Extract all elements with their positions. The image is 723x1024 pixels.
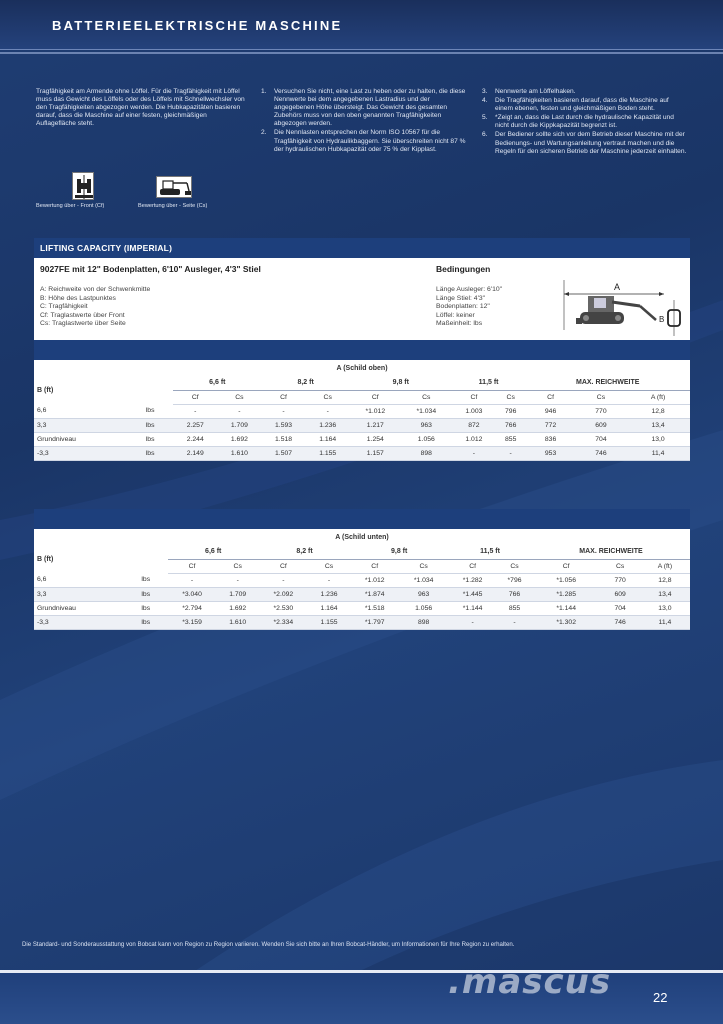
distance-header: 11,5 ft [448,545,532,559]
row-unit-cell: lbs [143,432,173,446]
front-rating-icon [72,172,94,200]
sub-header: Cs [217,559,259,573]
b-column-header: B (ft) [34,376,173,404]
value-cell: 746 [600,615,639,629]
value-cell: 898 [401,446,452,460]
value-cell: 1.610 [217,615,259,629]
distance-header: 8,2 ft [259,545,350,559]
header-divider [0,52,723,54]
footer-note: Die Standard- und Sonderausstattung von Bobcat kann von Region zu Region variieren. Wenden Sie sich bitte an Ihren Bobcat-Händler, um Informationen für Ihre Region zu erhalten. [22,941,515,948]
value-cell: 770 [600,573,639,587]
note-item [482,97,688,113]
rating-icons [36,172,246,212]
value-cell: *2.530 [259,601,308,615]
row-unit-cell: lbs [143,418,173,432]
note-item [261,129,469,153]
value-cell: 746 [576,446,626,460]
sub-header: Cf [525,390,575,404]
distance-header: 8,2 ft [261,376,349,390]
row-unit-cell: lbs [138,573,167,587]
value-cell: - [217,404,261,418]
side-rating-icon [156,176,192,198]
capacity-table-blade-up [34,360,690,461]
value-cell: 1.692 [217,601,259,615]
note-text: Die Nennlasten entsprechen der Norm ISO 10567 für die Tragfähigkeit von Hydraulikbaggern. Sie überschreiten nicht 87 % der hydraulischen Hubkapazität oder 75 % der Kipplast. [274,129,466,153]
conditions-list [436,286,502,329]
value-cell: 609 [600,587,639,601]
sub-header: Cs [576,390,626,404]
table-row [34,587,690,601]
spec-area [34,258,690,340]
b-column-header: B (ft) [34,545,168,573]
value-cell: 1.056 [401,432,452,446]
intro-column-1 [36,88,248,128]
machine-spec-title: 9027FE mit 12" Bodenplatten, 6'10" Ausleger, 4'3" Stiel [40,264,261,274]
sub-header: Cs [497,559,532,573]
value-cell: 1.157 [350,446,401,460]
value-cell: 963 [401,418,452,432]
watermark: .mascus [448,962,612,1002]
page-number: 22 [653,990,668,1005]
distance-header: MAX. REICHWEITE [532,545,690,559]
value-cell: 1.155 [306,446,350,460]
value-cell: 704 [600,601,639,615]
note-number: 2. [261,129,267,137]
value-cell: 12,8 [626,404,690,418]
table-row [34,432,690,446]
sub-header: Cs [308,559,350,573]
value-cell: 13,4 [640,587,690,601]
value-cell: 770 [576,404,626,418]
note-text: Der Bediener sollte sich vor dem Betrieb dieser Maschine mit der Bedienungs- und Wartungsanleitung vertraut machen und die Regeln für den sicheren Betrieb der Maschine jederzeit einhalten. [495,131,687,155]
value-cell: 766 [497,587,532,601]
value-cell: 609 [576,418,626,432]
distance-header: MAX. REICHWEITE [525,376,690,390]
note-number: 5. [482,114,488,122]
sub-header: Cf [448,559,497,573]
lifting-capacity-panel-blade-down [34,509,690,630]
value-cell: 2.244 [173,432,217,446]
definition: A: Reichweite von der Schwenkmitte [40,286,151,293]
sub-header: Cf [452,390,496,404]
table-row [34,601,690,615]
note-item [261,88,469,128]
row-height-cell: Grundniveau [34,432,143,446]
note-number: 4. [482,97,488,105]
sub-header: Cs [306,390,350,404]
distance-header: 11,5 ft [452,376,526,390]
dimension-a-label: A [614,282,621,292]
row-unit-cell: lbs [138,587,167,601]
value-cell: 2.257 [173,418,217,432]
front-rating-caption: Bewertung über - Front (Cf) [36,203,105,209]
row-height-cell: 6,6 [34,573,138,587]
value-cell: *1.144 [532,601,600,615]
row-unit-cell: lbs [138,615,167,629]
distance-header: 9,8 ft [350,376,452,390]
value-cell: - [496,446,525,460]
row-height-cell: 3,3 [34,418,143,432]
intro-column-2 [261,88,469,155]
value-cell: *1.518 [350,601,399,615]
table-row [34,404,690,418]
value-cell: *1.012 [350,404,401,418]
note-item [482,114,688,130]
value-cell: *1.797 [350,615,399,629]
intro-column-3 [482,88,688,157]
value-cell: *1.302 [532,615,600,629]
value-cell: *1.285 [532,587,600,601]
value-cell: 1.610 [217,446,261,460]
value-cell: 953 [525,446,575,460]
excavator-diagram [544,260,686,338]
value-cell: 12,8 [640,573,690,587]
table-header-band [34,509,690,529]
footer-band [0,973,723,1024]
value-cell: *1.282 [448,573,497,587]
value-cell: 1.164 [306,432,350,446]
row-unit-cell: lbs [143,446,173,460]
dimension-b-label: B [659,315,665,324]
note-text: Versuchen Sie nicht, eine Last zu heben oder zu halten, die diese Nennwerte bei dem angegebenen Lastradius und der angegebenen Höhe übersteigt. Das Gewicht des gesamten Zubehörs muss von den oben genannten Tragfähigkeiten abgezogen werden. [274,88,466,128]
value-cell: 13,0 [626,432,690,446]
page-header [0,0,723,50]
table-row [34,615,690,629]
value-cell: 855 [496,432,525,446]
table-body [34,404,690,460]
value-cell: 1.236 [306,418,350,432]
note-number: 1. [261,88,267,95]
value-cell: 13,4 [626,418,690,432]
row-height-cell: Grundniveau [34,601,138,615]
value-cell: - [259,573,308,587]
value-cell: - [497,615,532,629]
row-height-cell: -3,3 [34,446,143,460]
value-cell: - [308,573,350,587]
value-cell: *2.794 [168,601,217,615]
value-cell: 1.692 [217,432,261,446]
value-cell: - [448,615,497,629]
value-cell: 772 [525,418,575,432]
value-cell: *1.056 [532,573,600,587]
intro-paragraph: Tragfähigkeit am Armende ohne Löffel. Für die Tragfähigkeit mit Löffel muss das Gewicht des Löffels oder des Löffels mit Schnellwechsler von den Tragfähigkeiten abgezogen werden. Die Hubkapazitäten basieren darauf, dass die Maschine auf einer festen, gleichmäßigen Auflagefläche steht. [36,88,245,128]
value-cell: - [452,446,496,460]
distance-header: 9,8 ft [350,545,448,559]
row-unit-cell: lbs [143,404,173,418]
table-row [34,418,690,432]
sub-header: Cs [600,559,639,573]
value-cell: *1.034 [399,573,448,587]
value-cell: - [168,573,217,587]
condition: Länge Ausleger: 6'10" [436,286,503,293]
definition: B: Höhe des Lastpunktes [40,294,116,302]
value-cell: 1.518 [261,432,305,446]
value-cell: 963 [399,587,448,601]
row-unit-cell: lbs [138,601,167,615]
sub-header: Cs [401,390,452,404]
table-row [34,573,690,587]
value-cell: 1.236 [308,587,350,601]
value-cell: 2.149 [173,446,217,460]
row-height-cell: 6,6 [34,404,143,418]
value-cell: *1.012 [350,573,399,587]
condition: Maßeinheit: lbs [436,320,483,328]
sub-header: Cs [496,390,525,404]
value-cell: 898 [399,615,448,629]
table-title: A (Schild oben) [34,360,690,376]
sub-header: Cf [350,559,399,573]
page-title: BATTERIEELEKTRISCHE MASCHINE [52,18,343,33]
side-rating-caption: Bewertung über - Seite (Cs) [138,203,208,209]
value-cell: 1.003 [452,404,496,418]
value-cell: *2.092 [259,587,308,601]
value-cell: *1.144 [448,601,497,615]
definition: C: Tragfähigkeit [40,303,88,311]
value-cell: 13,0 [640,601,690,615]
value-cell: 855 [497,601,532,615]
row-height-cell: -3,3 [34,615,138,629]
value-cell: 872 [452,418,496,432]
sub-header: Cf [261,390,305,404]
value-cell: 836 [525,432,575,446]
sub-header: Cf [259,559,308,573]
value-cell: 11,4 [640,615,690,629]
value-cell: 1.507 [261,446,305,460]
note-number: 3. [482,88,488,95]
note-number: 6. [482,131,488,139]
sub-header: Cf [350,390,401,404]
value-cell: 946 [525,404,575,418]
value-cell: 704 [576,432,626,446]
value-cell: 1.164 [308,601,350,615]
value-cell: *3.159 [168,615,217,629]
panel-heading: LIFTING CAPACITY (IMPERIAL) [34,238,690,258]
distance-header: 6,6 ft [168,545,259,559]
value-cell: 1.709 [217,418,261,432]
condition: Löffel: keiner [436,311,475,319]
value-cell: 1.217 [350,418,401,432]
definition: Cs: Traglastwerte über Seite [40,320,126,328]
sub-header: A (ft) [640,559,690,573]
lifting-capacity-panel [34,238,690,461]
value-cell: - [261,404,305,418]
value-cell: *796 [497,573,532,587]
value-cell: - [173,404,217,418]
value-cell: 1.155 [308,615,350,629]
value-cell: 1.012 [452,432,496,446]
value-cell: - [217,573,259,587]
distance-header: 6,6 ft [173,376,261,390]
condition: Bodenplatten: 12" [436,303,490,311]
value-cell: 1.056 [399,601,448,615]
value-cell: *2.334 [259,615,308,629]
value-cell: *1.034 [401,404,452,418]
table-body [34,573,690,629]
value-cell: 11,4 [626,446,690,460]
value-cell: 766 [496,418,525,432]
sub-header: Cs [217,390,261,404]
conditions-title: Bedingungen [436,264,491,274]
note-text: *Zeigt an, dass die Last durch die hydraulische Kapazität und nicht durch die Kippkapazität begrenzt ist. [495,114,674,130]
value-cell: *1.874 [350,587,399,601]
value-cell: 796 [496,404,525,418]
note-text: Die Tragfähigkeiten basieren darauf, dass die Maschine auf einem ebenen, festen und gleichmäßigen Boden steht. [495,97,669,113]
capacity-table-blade-down [34,529,690,630]
value-cell: - [306,404,350,418]
value-cell: 1.254 [350,432,401,446]
sub-header: Cf [168,559,217,573]
table-title: A (Schild unten) [34,529,690,545]
definition: Cf: Traglastwerte über Front [40,311,125,319]
note-text: Nennwerte am Löffelhaken. [495,88,576,95]
table-row [34,446,690,460]
row-height-cell: 3,3 [34,587,138,601]
note-item [482,131,688,155]
legend-definitions [40,286,150,329]
sub-header: A (ft) [626,390,690,404]
condition: Länge Stiel: 4'3" [436,294,486,302]
sub-header: Cf [173,390,217,404]
table-header-band [34,340,690,360]
value-cell: 1.709 [217,587,259,601]
note-item [482,88,688,96]
value-cell: *1.445 [448,587,497,601]
value-cell: 1.593 [261,418,305,432]
value-cell: *3.040 [168,587,217,601]
sub-header: Cs [399,559,448,573]
sub-header: Cf [532,559,600,573]
